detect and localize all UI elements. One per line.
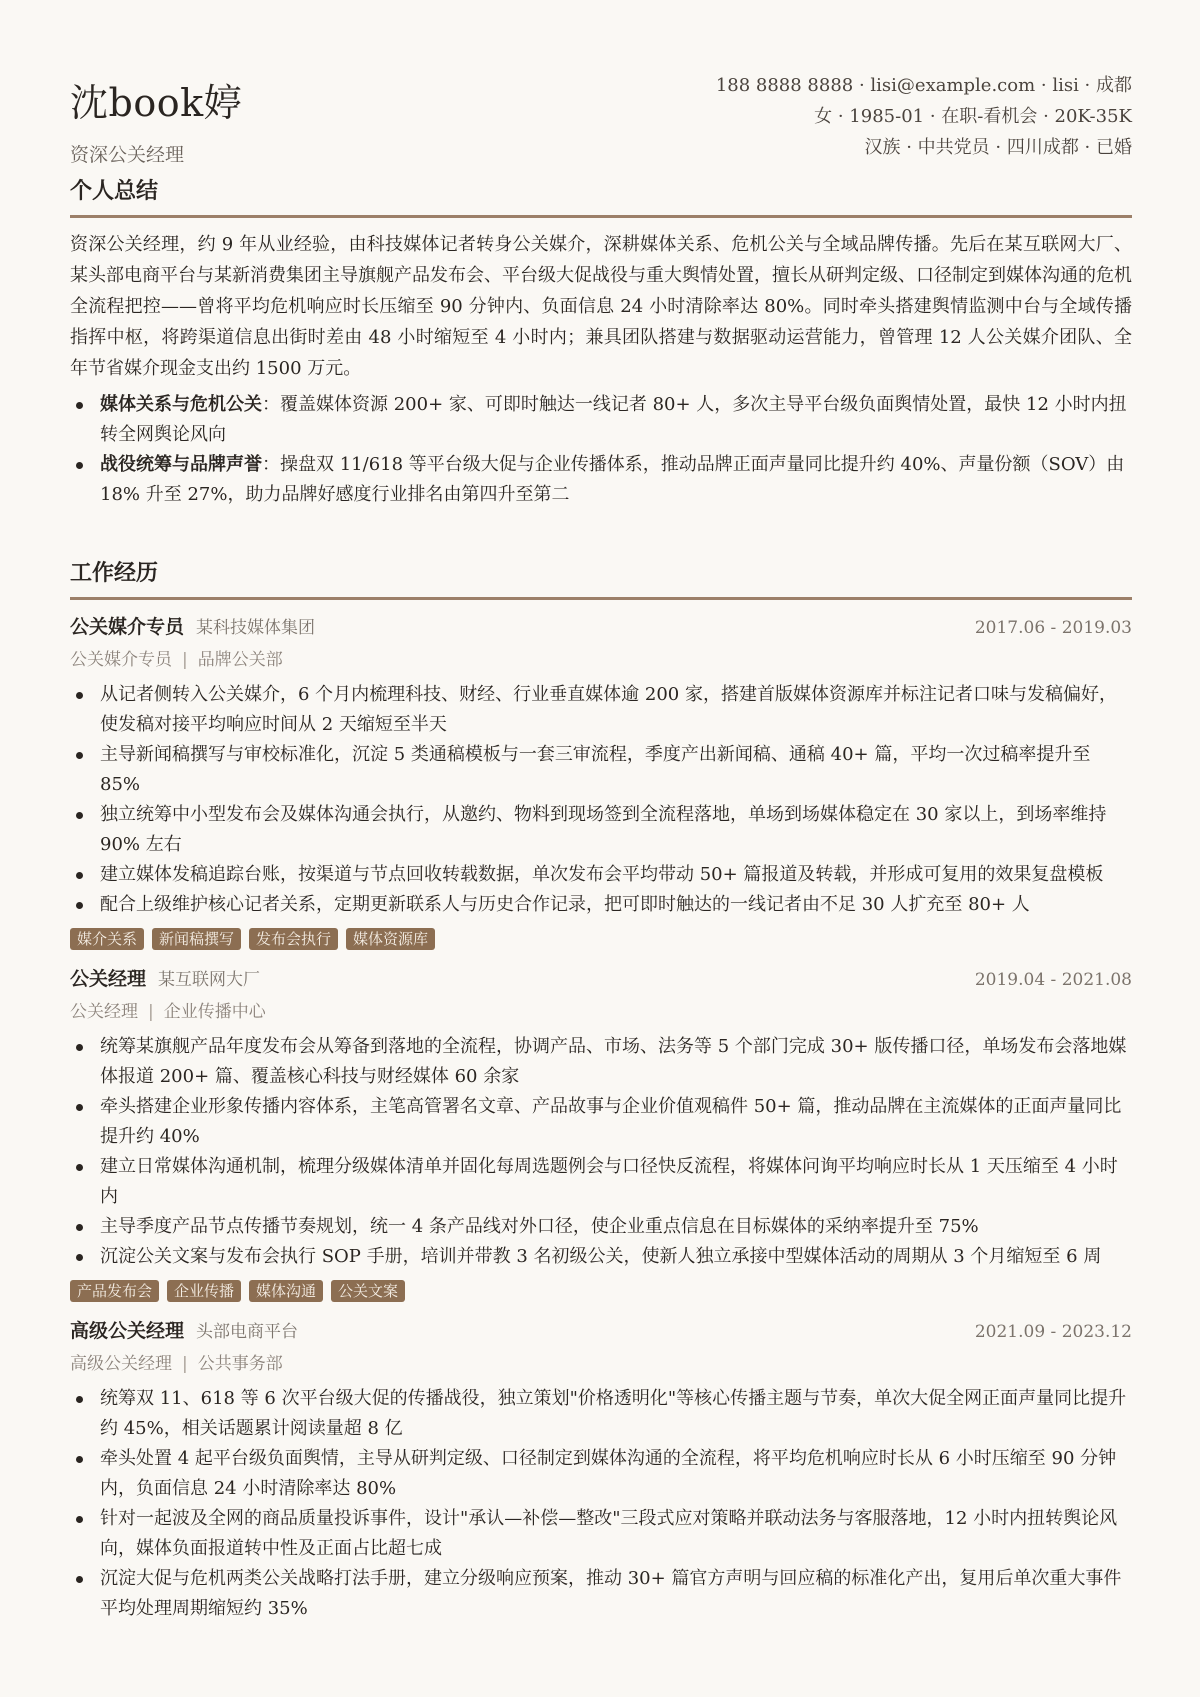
skill-tag: 产品发布会: [70, 1280, 159, 1302]
job-position: 公关媒介专员: [70, 650, 172, 670]
job-bullet: 独立统筹中小型发布会及媒体沟通会执行，从邀约、物料到现场签到全流程落地，单场到场媒体稳定在 30 家以上，到场率维持 90% 左右: [70, 800, 1132, 860]
job-subline: [70, 644, 1132, 676]
job-bullet: 配合上级维护核心记者关系，定期更新联系人与历史合作记录，把可即时触达的一线记者由不足 30 人扩充至 80+ 人: [70, 890, 1132, 920]
job-tags: [70, 928, 1132, 950]
contact-line-3: 汉族 · 中共党员 · 四川成都 · 已婚: [864, 137, 1132, 158]
job-bullet: 建立媒体发稿追踪台账，按渠道与节点回收转载数据，单次发布会平均带动 50+ 篇报道及转载，并形成可复用的效果复盘模板: [70, 860, 1132, 890]
summary-heading: 个人总结: [70, 174, 1132, 218]
job-bullet: 针对一起波及全网的商品质量投诉事件，设计"承认—补偿—整改"三段式应对策略并联动法务与客服落地，12 小时内扭转舆论风向，媒体负面报道转中性及正面占比超七成: [70, 1504, 1132, 1564]
candidate-name: 沈book婷: [70, 81, 243, 125]
job-bullet: 牵头搭建企业形象传播内容体系，主笔高管署名文章、产品故事与企业价值观稿件 50+ 篇，推动品牌在主流媒体的正面声量同比提升约 40%: [70, 1092, 1132, 1152]
job-bullets: [70, 1384, 1132, 1624]
contact-info: [716, 70, 1132, 163]
summary-bullet: [70, 450, 1132, 510]
job-entry: [70, 612, 1132, 950]
summary-bullet-text: ：覆盖媒体资源 200+ 家、可即时触达一线记者 80+ 人，多次主导平台级负面舆情处置，最快 12 小时内扭转全网舆论风向: [100, 394, 1127, 445]
summary-paragraph: 资深公关经理，约 9 年从业经验，由科技媒体记者转身公关媒介，深耕媒体关系、危机公关与全域品牌传播。先后在某互联网大厂、某头部电商平台与某新消费集团主导旗舰产品发布会、平台级大促战役与重大舆情处置，擅长从研判定级、口径制定到媒体沟通的危机全流程把控——曾将平均危机响应时长压缩至 90 分钟内、负面信息 24 小时清除率达 80%。同时牵头搭建舆情监测中台与全域传播指挥中枢，将跨渠道信息出街时差由 48 小时缩短至 4 小时内；兼具团队搭建与数据驱动运营能力，曾管理 12 人公关媒介团队、全年节省媒介现金支出约 1500 万元。: [70, 234, 1132, 379]
skill-tag: 公关文案: [331, 1280, 405, 1302]
candidate-title: 资深公关经理: [70, 144, 185, 166]
job-subline: [70, 996, 1132, 1028]
summary-bullet-label: 媒体关系与危机公关: [100, 394, 262, 415]
skill-tag: 媒介关系: [70, 928, 144, 950]
job-bullet: 沉淀大促与危机两类公关战略打法手册，建立分级响应预案，推动 30+ 篇官方声明与回应稿的标准化产出，复用后单次重大事件平均处理周期缩短约 35%: [70, 1564, 1132, 1624]
job-bullet: 牵头处置 4 起平台级负面舆情，主导从研判定级、口径制定到媒体沟通的全流程，将平均危机响应时长从 6 小时压缩至 90 分钟内，负面信息 24 小时清除率达 80%: [70, 1444, 1132, 1504]
job-department: 公共事务部: [197, 1354, 283, 1374]
job-role: 公关经理: [70, 968, 147, 990]
job-department: 品牌公关部: [197, 650, 283, 670]
job-bullet: 统筹某旗舰产品年度发布会从筹备到落地的全流程，协调产品、市场、法务等 5 个部门完成 30+ 版传播口径，单场发布会落地媒体报道 200+ 篇、覆盖核心科技与财经媒体 60 余家: [70, 1032, 1132, 1092]
job-role: 高级公关经理: [70, 1320, 185, 1342]
job-bullet: 统筹双 11、618 等 6 次平台级大促的传播战役，独立策划"价格透明化"等核心传播主题与节奏，单次大促全网正面声量同比提升约 45%，相关话题累计阅读量超 8 亿: [70, 1384, 1132, 1444]
job-date: 2019.04 - 2021.08: [974, 970, 1132, 990]
job-bullets: [70, 1032, 1132, 1272]
job-header: [70, 964, 1132, 996]
job-entry: [70, 1316, 1132, 1624]
skill-tag: 媒体沟通: [249, 1280, 323, 1302]
summary-bullet: [70, 390, 1132, 450]
skill-tag: 企业传播: [167, 1280, 241, 1302]
job-entry: [70, 964, 1132, 1302]
job-date: 2021.09 - 2023.12: [974, 1322, 1132, 1342]
skill-tag: 发布会执行: [249, 928, 338, 950]
job-bullet: 建立日常媒体沟通机制，梳理分级媒体清单并固化每周选题例会与口径快反流程，将媒体问询平均响应时长从 1 天压缩至 4 小时内: [70, 1152, 1132, 1212]
job-bullet: 从记者侧转入公关媒介，6 个月内梳理科技、财经、行业垂直媒体逾 200 家，搭建首版媒体资源库并标注记者口味与发稿偏好，使发稿对接平均响应时间从 2 天缩短至半天: [70, 680, 1132, 740]
contact-line-1: 188 8888 8888 · lisi@example.com · lisi · 成都: [715, 75, 1132, 96]
job-bullet: 主导季度产品节点传播节奏规划，统一 4 条产品线对外口径，使企业重点信息在目标媒体的采纳率提升至 75%: [70, 1212, 1132, 1242]
job-department: 企业传播中心: [163, 1002, 266, 1022]
job-subline: [70, 1348, 1132, 1380]
skill-tag: 媒体资源库: [346, 928, 435, 950]
summary-bullet-text: ：操盘双 11/618 等平台级大促与企业传播体系，推动品牌正面声量同比提升约 40%、声量份额（SOV）由 18% 升至 27%，助力品牌好感度行业排名由第四升至第二: [100, 454, 1125, 505]
job-list: [70, 612, 1132, 1638]
job-tags: [70, 1280, 1132, 1302]
summary-body: [70, 229, 1132, 510]
contact-line-2: 女 · 1985-01 · 在职-看机会 · 20K-35K: [814, 106, 1132, 127]
job-bullets: [70, 680, 1132, 920]
job-role: 公关媒介专员: [70, 616, 185, 638]
skill-tag: 新闻稿撰写: [152, 928, 241, 950]
separator: |: [182, 650, 188, 670]
job-company: 头部电商平台: [196, 1322, 299, 1342]
job-company: 某科技媒体集团: [196, 618, 316, 638]
separator: |: [182, 1354, 188, 1374]
work-heading: 工作经历: [70, 556, 1132, 600]
job-company: 某互联网大厂: [158, 970, 261, 990]
separator: |: [148, 1002, 154, 1022]
job-header: [70, 612, 1132, 644]
job-position: 公关经理: [70, 1002, 138, 1022]
job-header: [70, 1316, 1132, 1348]
summary-bullet-label: 战役统筹与品牌声誉: [100, 454, 262, 475]
summary-bullets: [70, 390, 1132, 510]
job-bullet: 主导新闻稿撰写与审校标准化，沉淀 5 类通稿模板与一套三审流程，季度产出新闻稿、通稿 40+ 篇，平均一次过稿率提升至 85%: [70, 740, 1132, 800]
job-position: 高级公关经理: [70, 1354, 172, 1374]
job-bullet: 沉淀公关文案与发布会执行 SOP 手册，培训并带教 3 名初级公关，使新人独立承接中型媒体活动的周期从 3 个月缩短至 6 周: [70, 1242, 1132, 1272]
job-date: 2017.06 - 2019.03: [974, 618, 1132, 638]
